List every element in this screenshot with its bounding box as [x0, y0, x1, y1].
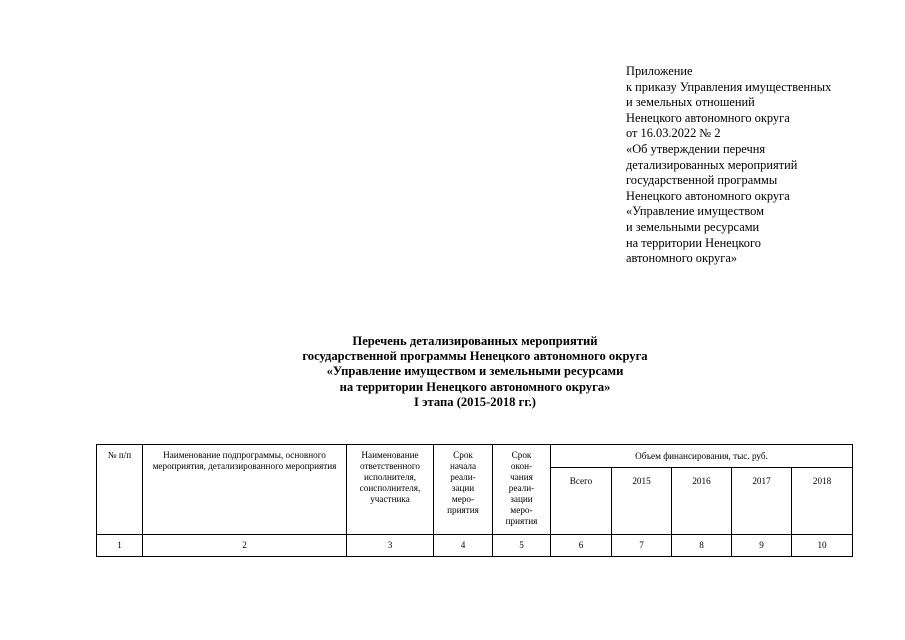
appendix-line: и земельных отношений — [626, 95, 755, 110]
header-executor: Наименование ответственного исполнителя, соисполнителя, участника — [347, 445, 434, 535]
appendix-line: «Об утверждении перечня — [626, 141, 766, 156]
column-number: 3 — [347, 535, 434, 557]
title-line: Перечень детализированных мероприятий — [352, 334, 598, 348]
header-year-2016: 2016 — [672, 468, 732, 535]
header-year-2015: 2015 — [612, 468, 672, 535]
column-number: 7 — [612, 535, 672, 557]
appendix-line: Ненецкого автономного округа — [626, 188, 790, 203]
document-title — [190, 334, 760, 410]
appendix-line: государственной программы — [626, 173, 778, 188]
header-row — [97, 445, 853, 468]
title-line: на территории Ненецкого автономного округа» — [339, 379, 611, 394]
appendix-line: «Управление имуществом — [626, 204, 764, 219]
title-line: государственной программы Ненецкого автономного округа — [302, 349, 648, 364]
title-line: «Управление имуществом и земельными ресурсами — [326, 364, 624, 379]
column-number: 4 — [434, 535, 493, 557]
appendix-line: автономного округа» — [626, 251, 738, 266]
appendix-line: Приложение — [626, 64, 693, 78]
column-number: 5 — [493, 535, 551, 557]
header-start-date: Срок начала реали- зации меро- приятия — [434, 445, 493, 535]
appendix-line: Ненецкого автономного округа — [626, 110, 790, 125]
appendix-line: на территории Ненецкого — [626, 235, 761, 250]
column-number: 2 — [143, 535, 347, 557]
title-line: I этапа (2015-2018 гг.) — [414, 394, 536, 409]
column-number: 6 — [551, 535, 612, 557]
header-end-date: Срок окон- чания реали- зации меро- приятия — [493, 445, 551, 535]
appendix-line: и земельными ресурсами — [626, 219, 760, 234]
header-year-2018: 2018 — [792, 468, 853, 535]
column-number: 8 — [672, 535, 732, 557]
appendix-line: к приказу Управления имущественных — [626, 79, 832, 94]
activities-table — [96, 444, 853, 557]
column-number: 1 — [97, 535, 143, 557]
column-number-row — [97, 535, 853, 557]
appendix-line: от 16.03.2022 № 2 — [626, 126, 721, 141]
header-num: № п/п — [97, 445, 143, 535]
header-funding: Объем финансирования, тыс. руб. — [551, 445, 853, 468]
header-name: Наименование подпрограммы, основного мероприятия, детализированного мероприятия — [143, 445, 347, 535]
column-number: 10 — [792, 535, 853, 557]
header-year-2017: 2017 — [732, 468, 792, 535]
appendix-line: детализированных мероприятий — [626, 157, 798, 172]
column-number: 9 — [732, 535, 792, 557]
header-total: Всего — [551, 468, 612, 535]
appendix-block — [626, 64, 896, 267]
